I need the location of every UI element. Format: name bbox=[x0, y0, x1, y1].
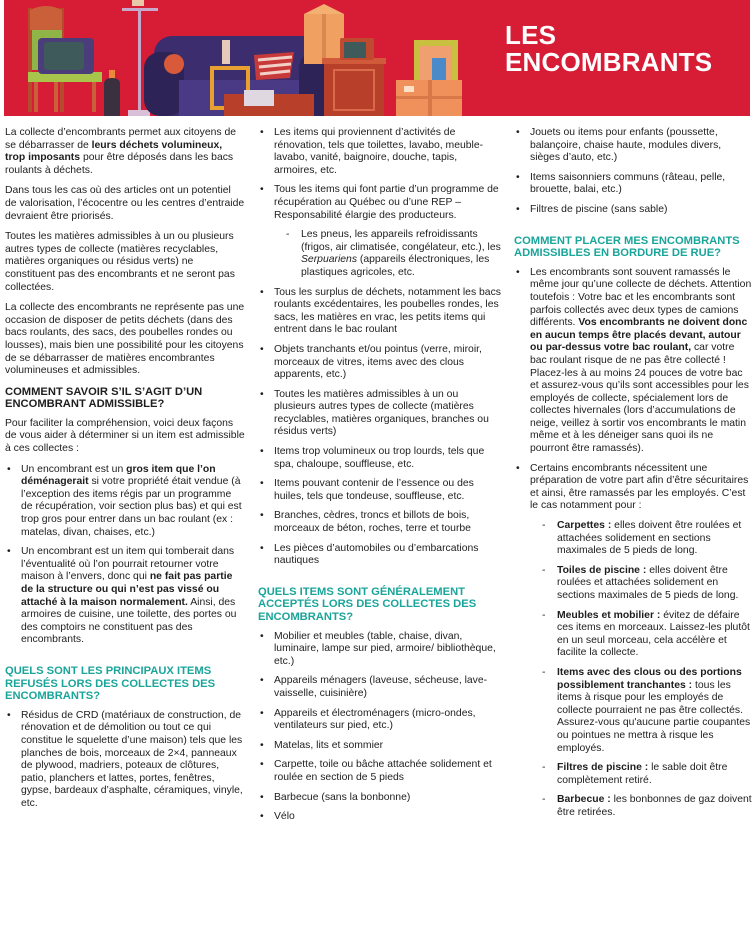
list-item bbox=[514, 267, 752, 456]
list-item bbox=[514, 463, 752, 820]
intro-paragraph bbox=[5, 127, 245, 177]
bold-text: gros item que l’on déménagerait bbox=[21, 463, 216, 488]
column-1 bbox=[5, 127, 245, 819]
bold-text: Vos encombrants ne doivent donc en aucun temps être placés devant, autour ou par-dessus votre bac roulant, bbox=[530, 317, 748, 354]
valorisation-paragraph: Dans tous les cas où des articles ont un potentiel de valorisation, l’écocentre ou les centres d’entraide devraient être priorisés. bbox=[5, 185, 245, 222]
list-item bbox=[5, 546, 245, 647]
cardboard-box-icon bbox=[304, 4, 344, 64]
bold-text: ne fait pas partie de la structure ou qui n’est pas vissé ou attaché à la maison normalement. bbox=[21, 571, 233, 608]
sub-list-item bbox=[530, 520, 752, 558]
sub-list-item bbox=[274, 229, 501, 279]
text: (appareils électroniques, les plastiques agricoles, etc. bbox=[301, 254, 490, 278]
list-item: • Items pouvant contenir de l’essence ou des huiles, tels que tondeuse, souffleuse, etc. bbox=[258, 478, 501, 503]
list-item: • Branches, cèdres, troncs et billots de bois, morceaux de béton, roches, terre et tourbe bbox=[258, 510, 501, 535]
list-item: • Barbecue (sans la bonbonne) bbox=[258, 792, 501, 805]
text: Ainsi, des armoires de cuisine, une toilette, des portes ou des comptoirs ne constituent pas des encombrants. bbox=[21, 596, 237, 646]
text: Un encombrant est un bbox=[21, 463, 127, 475]
title-line-2: ENCOMBRANTS bbox=[505, 47, 713, 77]
bold-text: Filtres de piscine : bbox=[557, 762, 649, 774]
curb-list bbox=[514, 267, 752, 820]
text: La collecte d’encombrants permet aux citoyens de se débarrasser de bbox=[5, 127, 237, 151]
sub-list-item bbox=[530, 794, 752, 819]
heading-curb: COMMENT PLACER MES ENCOMBRANTS ADMISSIBLES EN BORDURE DE RUE? bbox=[514, 234, 740, 260]
list-item: • Les items qui proviennent d’activités de rénovation, tels que toilettes, lavabo, meuble-lavabo, vanité, baignoire, douche, tapis, armoires, etc. bbox=[258, 127, 501, 177]
sub-list-item bbox=[530, 610, 752, 660]
heading-refused: QUELS SONT LES PRINCIPAUX ITEMS REFUSÉS LORS DES COLLECTES DES ENCOMBRANTS? bbox=[5, 664, 216, 703]
text: le sable doit être complètement retiré. bbox=[557, 762, 728, 786]
rep-sublist bbox=[274, 229, 501, 279]
list-item: • Appareils et électroménagers (micro-ondes, ventilateurs sur pied, etc.) bbox=[258, 708, 501, 733]
list-item: • Appareils ménagers (laveuse, sécheuse, lave-vaisselle, cuisinière) bbox=[258, 675, 501, 700]
list-item: • Jouets ou items pour enfants (poussette, balançoire, chaise haute, modules divers, sièges d’auto, etc.) bbox=[514, 127, 752, 165]
list-item: • Items saisonniers communs (râteau, pelle, brouette, balai, etc.) bbox=[514, 172, 752, 197]
list-item bbox=[5, 464, 245, 540]
matieres-paragraph: Toutes les matières admissibles à un ou plusieurs autres types de collecte (matières recyclables, matières organiques ou résidus verts) ne constituent pas des encombrants et ne seront pas collectées. bbox=[5, 231, 235, 293]
list-item: • Mobilier et meubles (table, chaise, divan, luminaire, lampe sur pied, armoire/ bibliothèque, etc.) bbox=[258, 631, 501, 669]
bold-text: Barbecue : bbox=[557, 794, 611, 806]
bold-text: Meubles et mobilier : bbox=[557, 609, 661, 621]
admissible-criteria-list bbox=[5, 464, 245, 647]
list-item: • Filtres de piscine (sans sable) bbox=[514, 204, 752, 217]
list-item bbox=[258, 184, 501, 279]
list-item: • Matelas, lits et sommier bbox=[258, 740, 501, 753]
tv-icon bbox=[38, 38, 94, 74]
accepted-list bbox=[258, 631, 501, 824]
text: car votre bac roulant risque de ne pas être collecté ! Placez-les à au moins 24 pouces de votre bac et assurez-vous qu’ils sont accessibles pour les employés de collecte, spécialement lors de collectes hivernales (lors d’accumulations de neige, veillez à sortir vos encombrants le matin même et à les déneiger sans quoi ils ne pourront être ramassés). bbox=[530, 342, 749, 455]
text: pour être déposés dans les bacs roulants à déchets. bbox=[5, 152, 234, 176]
text: si votre propriété était vendue (à l’exception des items régis par un programme de récupération, voir section plus bas) et qui est trop gros pour entrer dans un bac roulant (ex : matelas, divan, chaises, etc.) bbox=[21, 476, 242, 538]
text: Tous les items qui font partie d’un programme de récupération au Québec ou d’une REP – Responsabilité élargie des producteurs. bbox=[274, 184, 499, 221]
list-item: • Objets tranchants et/ou pointus (verre, miroir, morceaux de vitres, items avec des clous apparents, etc.) bbox=[258, 344, 501, 382]
frame-icon bbox=[396, 40, 462, 116]
bold-text: Carpettes : bbox=[557, 520, 612, 532]
list-item: • Toutes les matières admissibles à un ou plusieurs autres types de collecte (matières recyclables, matières organiques, branches ou résidus verts) bbox=[258, 389, 501, 439]
list-item: • Vélo bbox=[258, 811, 501, 824]
title-line-1: LES bbox=[505, 20, 557, 50]
sub-list-item bbox=[530, 565, 752, 603]
list-item: • Les pièces d’automobiles ou d’embarcations nautiques bbox=[258, 543, 501, 568]
list-item: • Résidus de CRD (matériaux de construction, de rénovation et de démolition ou tout ce qui constitue le squelette d’une maison) tels que les planches de bois, morceaux de 2×4, panneaux de plywood, madriers, poteaux de clôtures, patio, planchers et lattes, portes, fenêtres, gypse, bardeaux d’asphalte, céramiques, vinyle, etc. bbox=[5, 710, 245, 811]
bold-text: leurs déchets volumineux, trop imposants bbox=[5, 139, 223, 164]
refused-list bbox=[5, 710, 245, 811]
heading-admissible: COMMENT SAVOIR S’IL S’AGIT D’UN ENCOMBRANT ADMISSIBLE? bbox=[5, 385, 203, 411]
text: Les pneus, les appareils refroidissants (frigos, air climatisée, congélateur, etc.), les bbox=[301, 229, 501, 253]
text: évitez de défaire ces items en morceaux. Laissez-les plutôt en un seul morceau, cela accélère et facilite la collecte. bbox=[557, 609, 750, 659]
bottle-icon bbox=[104, 70, 120, 116]
accepted-list-continued bbox=[514, 127, 752, 217]
column-3 bbox=[514, 127, 752, 828]
preparation-sublist bbox=[530, 520, 752, 819]
bold-text: Items avec des clous ou des portions possiblement tranchantes : bbox=[557, 666, 742, 691]
comprehension-paragraph: Pour faciliter la compréhension, voici deux façons de vous aider à déterminer si un item est admissible à ces collectes : bbox=[5, 417, 245, 455]
list-item: • Items trop volumineux ou trop lourds, tels que spa, chaloupe, souffleuse, etc. bbox=[258, 446, 501, 471]
bold-text: Toiles de piscine : bbox=[557, 564, 647, 576]
column-2 bbox=[258, 127, 501, 832]
text: les bonbonnes de gaz doivent être retirées. bbox=[557, 794, 752, 818]
italic-text: Serpuariens bbox=[301, 254, 358, 266]
page-title bbox=[505, 22, 712, 76]
text: Certains encombrants nécessitent une préparation de votre part afin d’être sécuritaires et ainsi, être ramassés par les employés. C’est le cas notamment pour : bbox=[530, 462, 749, 512]
text: Un encombrant est un item qui tomberait dans l’éventualité où l’on pourrait retourner votre maison à l’envers, donc qui bbox=[21, 546, 235, 583]
list-item: • Carpette, toile ou bâche attachée solidement et roulée en section de 5 pieds bbox=[258, 759, 501, 784]
sub-list-item bbox=[530, 667, 752, 755]
text: tous les items à risque pour les employés de collecte pourraient ne pas être collectés. Assurez-vous qu'aucune partie coupantes ou pointues ne mettra à risque les employés. bbox=[557, 679, 751, 754]
text: elles doivent être roulées et attachées solidement en sections maximales de 5 pieds de long. bbox=[557, 564, 739, 601]
petits-dechets-paragraph: La collecte des encombrants ne représente pas une occasion de disposer de petits déchets (dans des bacs roulants, des sacs, des poubelles rondes ou lousses), mais bien une possibilité pour les citoyens de se débarrasser de matières encombrantes volumineuses et admissibles. bbox=[5, 302, 245, 377]
refused-list-continued bbox=[258, 127, 501, 568]
sub-list-item bbox=[530, 762, 752, 787]
text: elles doivent être roulées et attachées solidement en sections maximales de 5 pieds de long. bbox=[557, 520, 742, 557]
heading-accepted: QUELS ITEMS SONT GÉNÉRALEMENT ACCEPTÉS LORS DES COLLECTES DES ENCOMBRANTS? bbox=[258, 585, 477, 623]
list-item: • Tous les surplus de déchets, notamment les bacs roulants excédentaires, les poubelles rondes, les sacs, les matières en vrac, les petits items qui entrent dans le bac roulant bbox=[258, 287, 501, 337]
text: Les encombrants sont souvent ramassés le même jour qu’une collecte de déchets. Attention toutefois : Votre bac et les encombrants sont parfois collectés avec deux types de camions différents. bbox=[530, 266, 752, 329]
